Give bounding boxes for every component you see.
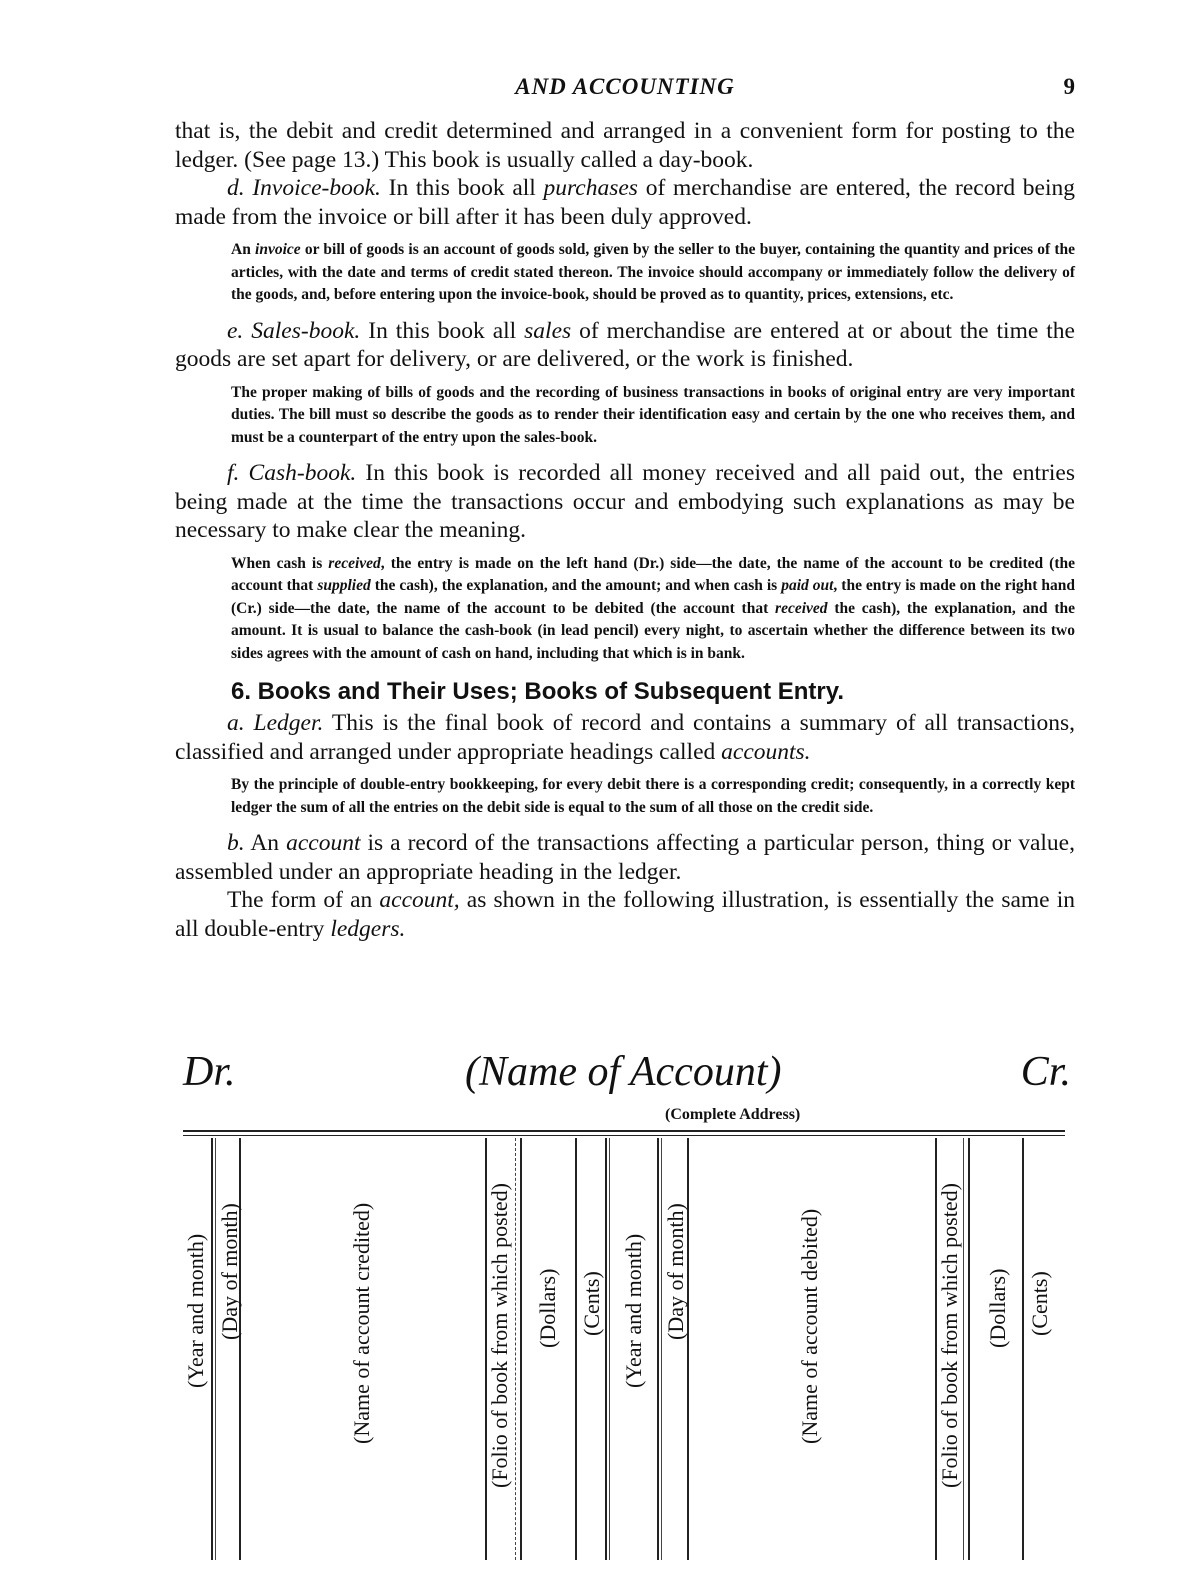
note-invoice — [175, 239, 1075, 307]
text-span: The form of an — [227, 887, 380, 913]
account-form-illustration — [175, 1048, 1075, 1568]
emphasis: received — [775, 599, 828, 617]
column-rule — [215, 1138, 216, 1560]
column-label-account-credited: (Name of account credited) — [349, 1202, 374, 1444]
column-rule — [239, 1138, 241, 1560]
note-cash — [175, 553, 1075, 666]
column-label-dollars-left: (Dollars) — [535, 1268, 560, 1348]
column-label-cents-left: (Cents) — [579, 1271, 604, 1336]
column-label-day-right: (Day of month) — [663, 1203, 688, 1340]
column-label-folio-left: (Folio of book from which posted) — [487, 1183, 512, 1488]
text-span: the cash), the explanation, and the amount; and when cash is — [370, 577, 782, 594]
paragraph-continuation: that is, the debit and credit determined and arranged in a convenient form for posting to the ledger. (See page 13.) This book is usually called a day-book. — [175, 118, 1075, 173]
text-span: In this book all — [360, 317, 525, 344]
emphasis: supplied — [317, 577, 371, 594]
column-rule — [520, 1138, 522, 1560]
page-header — [175, 70, 1075, 110]
invoice-book-lead: d. Invoice-book. — [227, 175, 381, 201]
note-sales: The proper making of bills of goods and the recording of business transactions in books of original entry are very important duties. The bill must so describe the goods as to render their identification easy and certain by the one who receives them, and must be a counterpart of the entry upon the sales-book. — [231, 383, 1075, 446]
text-span: , the entry is made on the right hand (Cr.) side—the date, the name of the account to be debited (the account that — [231, 577, 1076, 617]
paragraph-ledger — [175, 709, 1075, 766]
paragraph-account-form — [175, 886, 1075, 943]
text-span: This is the final book of record and contains a summary of all transactions, classified and arranged under appropriate headings called — [175, 710, 1075, 765]
text-span: , the entry is made on the left hand (Dr.) side—the date, the name of the account to be credited (the account that — [231, 554, 1075, 594]
emphasis: account, — [379, 887, 460, 913]
account-lead: b. — [227, 830, 245, 856]
emphasis: ledgers. — [330, 915, 406, 942]
top-rule — [183, 1130, 1065, 1132]
section-heading: 6. Books and Their Uses; Books of Subsequent Entry. — [231, 678, 844, 705]
text-span: as shown in the following illustration, is essentially the same in all double-entry — [175, 887, 1075, 942]
emphasis: received — [328, 554, 381, 572]
column-rule — [963, 1138, 964, 1560]
debit-label: Dr. — [183, 1049, 236, 1095]
running-title: AND ACCOUNTING — [515, 74, 735, 99]
emphasis: paid out — [781, 577, 834, 594]
credit-label: Cr. — [1020, 1049, 1071, 1095]
paragraph-sales-book — [175, 317, 1075, 374]
top-rule-thin — [183, 1135, 1065, 1136]
body-text — [175, 117, 1075, 943]
text-span: In this book all — [380, 175, 544, 201]
column-rule — [687, 1138, 689, 1560]
emphasis: purchases — [543, 175, 638, 201]
account-name-label: (Name of Account) — [465, 1049, 782, 1095]
text-span: or bill of goods is an account of goods sold, given by the seller to the buyer, containing the quantity and prices of the articles, with the date and terms of credit stated thereon. The invoice should accompany or immediately follow the delivery of the goods, and, before entering upon the invoice-book, should be proved as to quantity, prices, extensions, etc. — [231, 241, 1075, 303]
paragraph-cash-book — [175, 459, 1075, 545]
paragraph-invoice-book — [175, 174, 1075, 231]
text-span: An — [244, 830, 287, 856]
text-span: An — [231, 241, 256, 258]
column-label-year-month-right: (Year and month) — [621, 1233, 646, 1388]
note-double-entry: By the principle of double-entry bookkeeping, for every debit there is a corresponding credit; consequently, in a correctly kept ledger the sum of all the entries on the debit side is equal to the sum of all those on the credit side. — [231, 776, 1075, 816]
column-label-account-debited: (Name of account debited) — [797, 1208, 822, 1444]
column-rule — [515, 1138, 516, 1560]
column-label-dollars-right: (Dollars) — [985, 1268, 1010, 1348]
text-span: In this book is recorded all money received and all paid out, the entries being made at the time the transactions occur and embodying such explanations as may be necessary to make clear the meaning. — [175, 460, 1075, 543]
column-label-day-left: (Day of month) — [217, 1203, 242, 1340]
emphasis: invoice — [255, 241, 301, 258]
emphasis: accounts. — [721, 738, 811, 765]
emphasis: sales — [524, 317, 572, 344]
cash-book-lead: f. Cash-book. — [227, 460, 357, 486]
column-label-cents-right: (Cents) — [1027, 1271, 1052, 1336]
column-label-folio-right: (Folio of book from which posted) — [937, 1183, 962, 1488]
column-label-year-month-left: (Year and month) — [183, 1233, 208, 1388]
account-form-header — [175, 1048, 1075, 1098]
column-rule — [211, 1138, 213, 1560]
text-span: the cash), the explanation, and the amount. It is usual to balance the cash-book (in lead pencil) every night, to ascertain whether the difference between its two sides agrees with the amount of cash on hand, including that which is in bank. — [231, 599, 1075, 662]
column-rule — [1022, 1138, 1024, 1560]
ledger-lead: a. Ledger. — [227, 710, 324, 736]
column-rule — [661, 1138, 662, 1560]
emphasis: account — [286, 830, 361, 856]
text-span: When cash is — [231, 554, 329, 572]
paragraph-account — [175, 829, 1075, 886]
column-rule — [575, 1138, 577, 1560]
sales-book-lead: e. Sales-book. — [227, 317, 361, 344]
text-span: of merchandise are entered, the record being made from the invoice or bill after it has been duly approved. — [175, 175, 1075, 230]
text-span: is a record of the transactions affecting a particular person, thing or value, assembled under an appropriate heading in the ledger. — [175, 830, 1075, 885]
page-number: 9 — [1063, 74, 1075, 99]
column-rule — [968, 1138, 970, 1560]
column-rule — [657, 1138, 659, 1560]
text-span: of merchandise are entered at or about the time the goods are set apart for delivery, or are delivered, or the work is finished. — [175, 317, 1075, 372]
complete-address-label: (Complete Address) — [665, 1106, 801, 1123]
column-rule — [609, 1138, 610, 1560]
column-rule — [605, 1138, 607, 1560]
